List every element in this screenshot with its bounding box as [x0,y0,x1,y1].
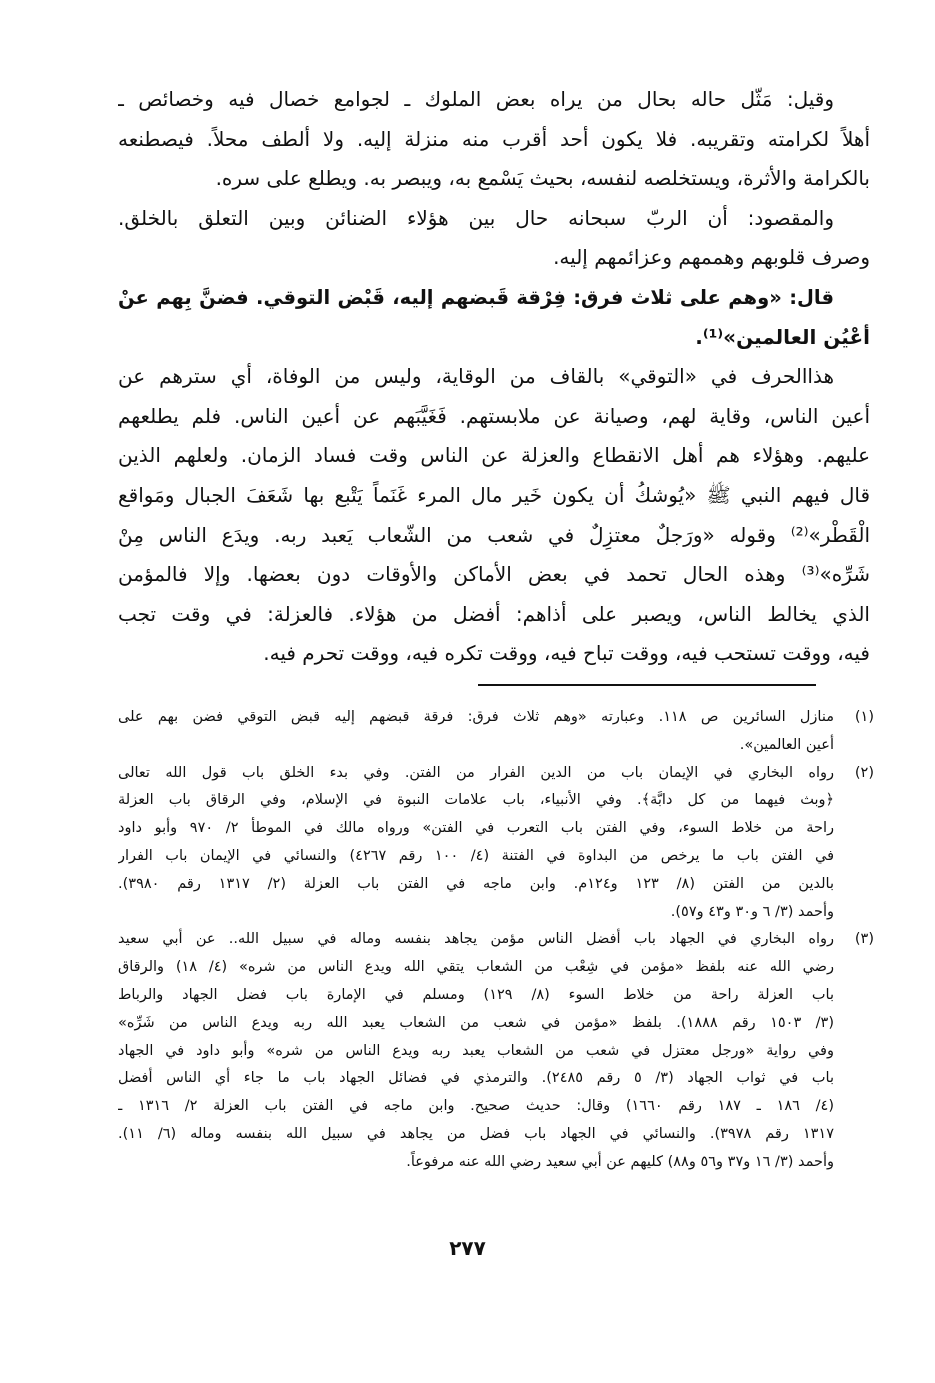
text-line: أعين الناس، وقاية لهم، وصيانة عن ملابستهم. فَغَيَّبَهم عن أعين الناس. فلم يطلعهم [118,403,870,428]
text-line: الْقَطْر»⁽²⁾ وقوله «ورَجلٌ معتزِلٌ في شعب من الشّعاب يَعبد ربه. ويدَع الناس مِنْ [118,522,870,547]
text-line: فيه، ووقت تستحب فيه، ووقت تباح فيه، ووقت تكره فيه، ووقت تحرم فيه. [263,641,870,666]
text-line: أعْيُن العالمين»⁽¹⁾. [695,324,870,349]
footnote-line: رضي الله عنه بلفظ «مؤمن في شِعْب من الشعاب يتقي الله ويدع الناس من شره» (٤/ ١٨) والرقاق [118,959,834,976]
footnote-number: (١) [854,709,874,725]
text-line: والمقصود: أن الربّ سبحانه حال بين هؤلاء الضنائن وبين التعلق بالخلق. [118,205,834,230]
paragraph [118,357,870,674]
text-line: هذاالحرف في «التوقي» بالقاف من الوقاية، وليس من الوفاة، أي سترهم عن [118,364,834,389]
footnote-line: راحة من خلاط السوء، وفي الفتن باب التعرب في الفتن» ورواه مالك في الموطأ ٢/ ٩٧٠ وأبو داود [118,820,834,837]
footnote-line: (٤/ ١٨٦ ـ ١٨٧ رقم ١٦٦٠) وقال: حديث صحيح. وابن ماجه في الفتن باب العزلة ٢/ ١٣١٦ ـ [118,1098,834,1115]
paragraph [118,199,870,278]
footnote-line: ﴿وبث فيهما من كل دابَّة﴾. وفي الأنبياء، باب علامات النبوة في الإسلام، وفي الرقاق باب العزلة [118,792,834,809]
footnote-line: في الفتن باب ما يرخص من البداوة في الفتنة (٤/ ١٠٠ رقم ٤٢٦٧) والنسائي في الإيمان باب الفرار [118,847,834,864]
page-number: ٢٧٧ [449,1236,486,1260]
text-line: قال فيهم النبي ﷺ «يُوشكُ أن يكون خَير مال المرء غَنَماً يَتْبع بها شَعَفَ الجبال ومَواقع [118,482,870,507]
text-line: عليهم. وهؤلاء هم أهل الانقطاع والعزلة عن الناس وقت فساد الزمان. ولعلهم الذين [118,443,870,468]
footnote-separator [478,684,816,686]
text-line: أهلاً لكرامته وتقريبه. فلا يكون أحد أقرب منه منزلة إليه. ولا ألطف محلاً. فيصطنعه [118,126,870,151]
text-line: وصرف قلوبهم وهممهم وعزائمهم إليه. [553,245,870,270]
footnote-line: وفي رواية «ورجل معتزل في شعب من الشعاب يعبد ربه ويدع الناس من شره» وأبو داود في الجهاد [118,1042,834,1059]
footnotes [118,704,874,1177]
footnote-line: بالدين من الفتن (٨/ ١٢٣ و١٢٤م. وابن ماجه في الفتن باب العزلة (٢/ ١٣١٧ رقم ٣٩٨٠). [118,875,834,892]
footnote-line: وأحمد (٣/ ١٦ و٣٧ و٥٦ و٨٨) كليهم عن أبي سعيد رضي الله عنه مرفوعاً. [406,1153,834,1170]
main-text [118,80,870,674]
footnote-number: (٢) [854,764,874,781]
footnote [118,926,874,1176]
footnote-line: منازل السائرين ص ١١٨. وعبارته «وهم ثلاث فرق: فرقة قبضهم إليه قبض التوقي فضن بهم على [118,709,834,725]
footnote-line: وأحمد (٣/ ٦ و٣٠ و٤٣ و٥٧). [670,903,834,920]
text-line: قال: «وهم على ثلاث فرق: فِرْقة قَبضهم إليه، قَبْض التوقي. فضنَّ بِهم عنْ [118,285,834,309]
text-line: وقيل: مَثّل حاله بحال من يراه بعض الملوك ـ لجوامع خصال فيه وخصائص ـ [118,87,834,111]
text-line: شَرِّه»⁽³⁾ وهذه الحال تحمد في بعض الأماكن والأوقات دون بعضها. وإلا فالمؤمن [118,562,870,587]
footnote-line: باب في ثواب الجهاد (٣/ ٥ رقم ٢٤٨٥). والترمذي في فضائل الجهاد باب ما جاء أي الناس أفضل [118,1070,834,1087]
text-line: الذي يخالط الناس، ويصبر على أذاهم: أفضل من هؤلاء. فالعزلة: في وقت تجب [118,601,870,626]
paragraph [118,80,870,199]
footnote-line: باب العزلة راحة من خلاط السوء (٨/ ١٢٩) ومسلم في الإمارة باب فضل الجهاد والرباط [118,986,834,1003]
footnote [118,704,874,760]
footnote-line: رواه البخاري في الإيمان باب من الدين الفرار من الفتن. وفي بدء الخلق باب قول الله تعالى [118,764,834,781]
footnote-number: (٣) [854,931,874,948]
footnote-line: أعين العالمين». [739,736,834,753]
text-line: بالكرامة والأثرة، ويستخلصه لنفسه، بحيث يَسْمع به، ويبصر به. ويطلع على سره. [215,166,870,191]
footnote [118,760,874,927]
footnote-line: ١٣١٧ رقم ٣٩٧٨). والنسائي في الجهاد باب فضل من يجاهد في سبيل الله بنفسه وماله (٦/ ١١). [118,1125,834,1142]
footnote-line: رواه البخاري في الجهاد باب أفضل الناس مؤمن يجاهد بنفسه وماله في سبيل الله.. عن أبي سعيد [118,931,834,948]
footnote-line: (٣/ ١٥٠٣ رقم ١٨٨٨). بلفظ «مؤمن في شعب من الشعاب يعبد الله ربه ويدع الناس من شَرِّه» [118,1014,834,1031]
quoted-text-paragraph [118,278,870,357]
